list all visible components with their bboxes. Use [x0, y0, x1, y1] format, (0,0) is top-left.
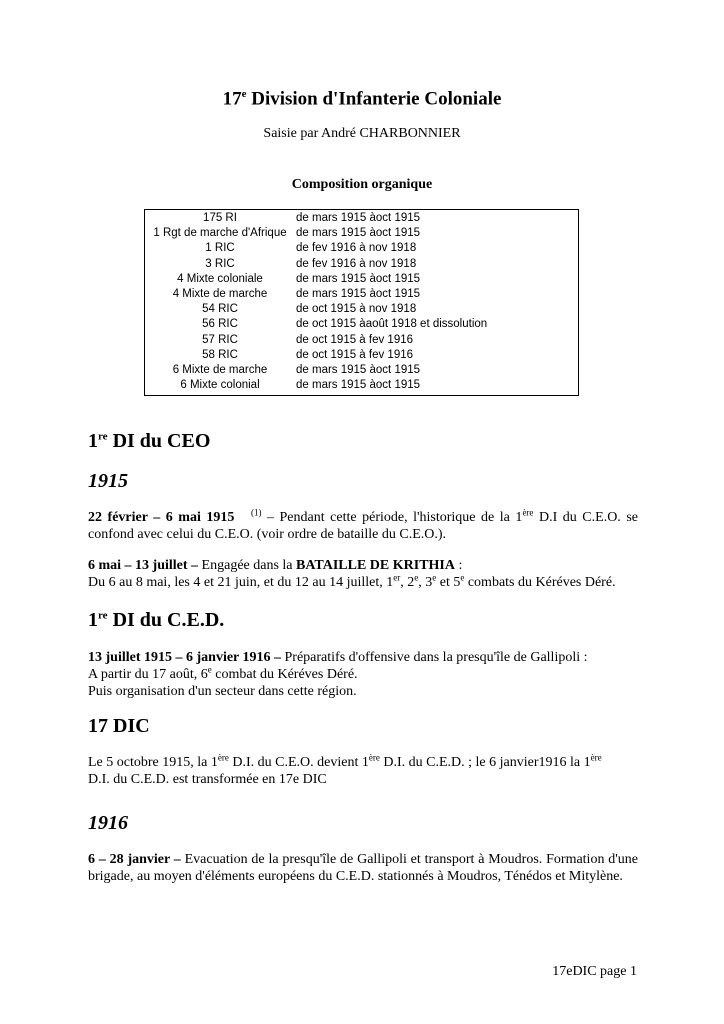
- table-row: [145, 226, 578, 241]
- paragraph-date: 6 – 28 janvier –: [88, 852, 181, 867]
- paragraph-text: , 3: [418, 575, 433, 590]
- table-row: [145, 287, 578, 302]
- unit-name: 57 RIC: [202, 333, 238, 346]
- document-subtitle: Saisie par André CHARBONNIER: [263, 126, 461, 141]
- ordinal-superscript: ère: [522, 507, 534, 518]
- table-row: [145, 257, 578, 272]
- paragraph-text: Préparatifs d'offensive dans la presqu'île de Gallipoli :: [281, 650, 588, 665]
- section-heading-17dic: 17 DIC: [88, 715, 150, 737]
- unit-dates: de mars 1915 àoct 1915: [296, 287, 421, 300]
- unit-dates: de mars 1915 àoct 1915: [296, 227, 421, 240]
- unit-name: 56 RIC: [202, 318, 238, 331]
- unit-dates: de oct 1915 à nov 1918: [296, 303, 417, 316]
- paragraph-text: D.I du C.E.O. se confond avec celui du C.E.O. (voir ordre de bataille du C.E.O.).: [88, 510, 638, 542]
- paragraph-may-july-1915: [88, 557, 638, 591]
- ordinal-superscript: ère: [590, 752, 602, 763]
- year-heading-1916: 1916: [88, 812, 128, 834]
- battle-name: BATAILLE DE KRITHIA: [296, 558, 455, 573]
- paragraph-text: Le 5 octobre 1915, la 1: [88, 755, 218, 770]
- unit-dates: de mars 1915 àoct 1915: [296, 379, 421, 392]
- unit-name: 58 RIC: [202, 348, 238, 361]
- table-row: [145, 363, 578, 378]
- paragraph-text: D.I. du C.E.D. ; le 6 janvier1916 la 1: [379, 755, 591, 770]
- section-number: 1: [88, 609, 98, 631]
- title-number: 17: [222, 88, 242, 110]
- unit-name: 1 RIC: [205, 242, 235, 255]
- section-text: DI du CEO: [107, 430, 211, 452]
- composition-heading: Composition organique: [291, 177, 433, 192]
- paragraph-july-1915-jan-1916: [88, 649, 638, 700]
- paragraph-text: Evacuation de la presqu'île de Gallipoli et transport à Moudros. Formation d'une brigade, au moyen d'éléments européens du C.E.D. stationnés à Moudros, Ténédos et Mitylène.: [88, 852, 639, 884]
- ordinal-superscript: ère: [217, 752, 229, 763]
- section-heading-ced: [88, 609, 224, 632]
- paragraph-date: 6 mai – 13 juillet –: [88, 558, 199, 573]
- table-row: [145, 211, 578, 226]
- unit-name: 3 RIC: [205, 257, 235, 270]
- document-title: [0, 88, 724, 110]
- title-text: Division d'Infanterie Coloniale: [246, 88, 502, 110]
- unit-name: 4 Mixte coloniale: [177, 272, 263, 285]
- paragraph-text: , 2: [400, 575, 415, 590]
- paragraph-text: A partir du 17 août, 6: [88, 667, 208, 682]
- section-superscript: re: [98, 609, 108, 622]
- ordinal-superscript: er: [393, 572, 401, 583]
- section-text: DI du C.E.D.: [107, 609, 225, 631]
- paragraph-text: Engagée dans la: [198, 558, 297, 573]
- paragraph-text: combats du Kéréves Déré.: [464, 575, 616, 590]
- paragraph-text: :: [454, 558, 463, 573]
- table-row: [145, 317, 578, 332]
- table-row: [145, 333, 578, 348]
- unit-dates: de fev 1916 à nov 1918: [296, 242, 417, 255]
- paragraph-date: 22 février – 6 mai 1915: [88, 510, 235, 525]
- paragraph-text: combat du Kéréves Déré.: [211, 667, 358, 682]
- paragraph-jan-1916: [88, 851, 638, 885]
- paragraph-text: et 5: [436, 575, 461, 590]
- paragraph-october-1915: [88, 754, 638, 788]
- unit-name: 1 Rgt de marche d'Afrique: [153, 227, 287, 240]
- unit-name: 6 Mixte colonial: [180, 379, 260, 392]
- table-row: [145, 378, 578, 393]
- unit-dates: de mars 1915 àoct 1915: [296, 212, 421, 224]
- table-row: [145, 348, 578, 363]
- unit-dates: de oct 1915 à fev 1916: [296, 333, 414, 346]
- ordinal-superscript: ère: [368, 752, 380, 763]
- unit-dates: de mars 1915 àoct 1915: [296, 363, 421, 376]
- section-heading-ceo: [88, 430, 210, 453]
- paragraph-text: Du 6 au 8 mai, les 4 et 21 juin, et du 12 au 14 juillet, 1: [88, 575, 394, 590]
- paragraph-text: Puis organisation d'un secteur dans cette région.: [88, 684, 357, 699]
- composition-table: [144, 209, 579, 396]
- section-number: 1: [88, 430, 98, 452]
- unit-name: 4 Mixte de marche: [172, 287, 268, 300]
- unit-name: 175 RI: [203, 212, 237, 224]
- unit-dates: de oct 1915 àaoût 1918 et dissolution: [296, 318, 488, 331]
- table-row: [145, 241, 578, 256]
- paragraph-text: D.I. du C.E.D. est transformée en 17e DIC: [88, 772, 327, 787]
- ordinal-superscript: e: [460, 572, 465, 583]
- ordinal-superscript: e: [414, 572, 419, 583]
- footnote-marker: (1): [250, 507, 262, 518]
- table-row: [145, 272, 578, 287]
- section-superscript: re: [98, 430, 108, 443]
- table-row: [145, 302, 578, 317]
- ordinal-superscript: e: [207, 664, 212, 675]
- paragraph-text: – Pendant cette période, l'historique de la 1: [261, 510, 523, 525]
- unit-name: 54 RIC: [202, 303, 238, 316]
- year-heading-1915: 1915: [88, 470, 128, 492]
- page-footer: 17eDIC page 1: [552, 964, 637, 979]
- title-superscript: e: [241, 88, 247, 100]
- paragraph-date: 13 juillet 1915 – 6 janvier 1916 –: [88, 650, 282, 665]
- unit-dates: de oct 1915 à fev 1916: [296, 348, 414, 361]
- paragraph-feb-may-1915: [88, 509, 638, 543]
- unit-name: 6 Mixte de marche: [172, 363, 268, 376]
- unit-dates: de mars 1915 àoct 1915: [296, 272, 421, 285]
- paragraph-text: D.I. du C.E.O. devient 1: [228, 755, 369, 770]
- unit-dates: de fev 1916 à nov 1918: [296, 257, 417, 270]
- ordinal-superscript: e: [432, 572, 437, 583]
